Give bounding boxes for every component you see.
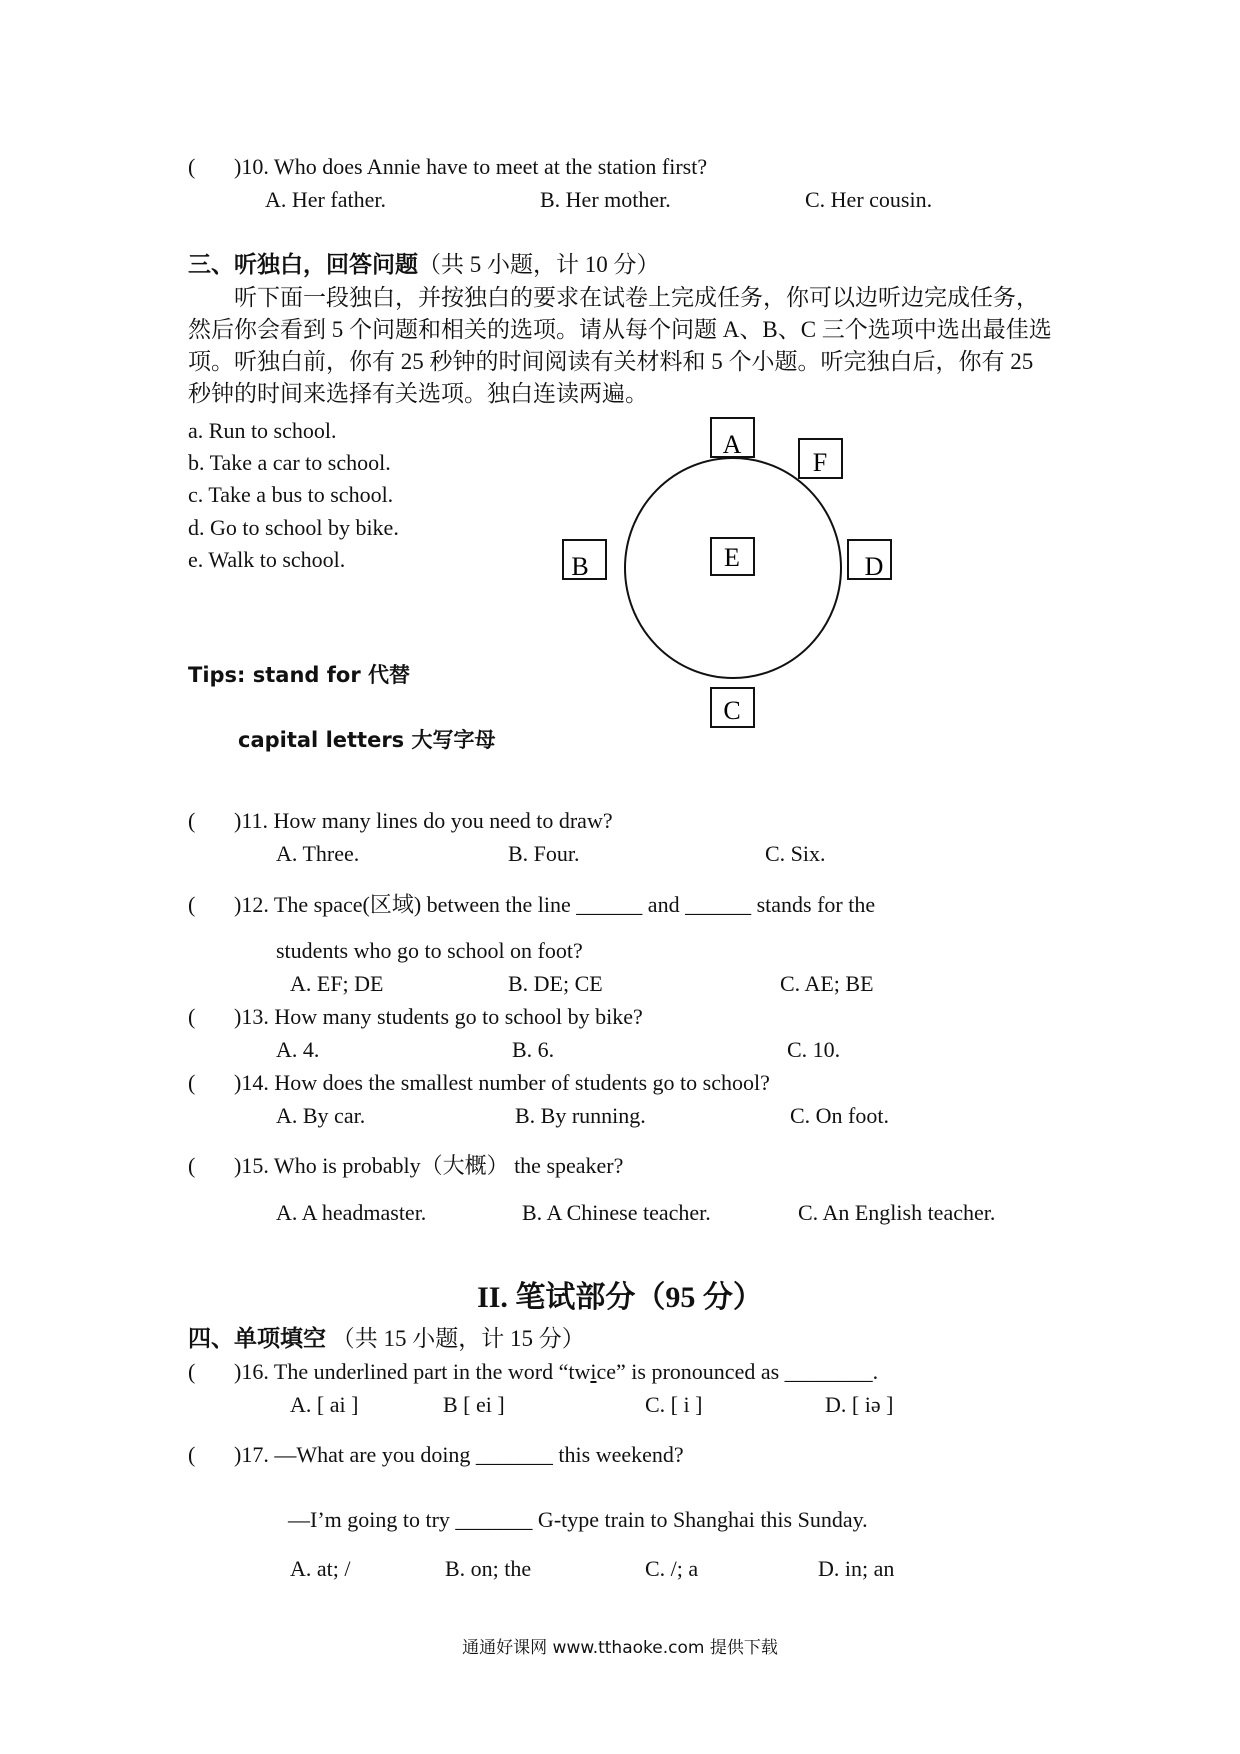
- q11-option-a[interactable]: A. Three.: [276, 841, 360, 866]
- section3-instructions: 听下面一段独白，并按独白的要求在试卷上完成任务，你可以边听边完成任务，然后你会看到 5 个问题和相关的选项。请从每个问题 A、B、C 三个选项中选出最佳选项。听独白前，你有 25 秒钟的时间阅读有关材料和 5 个小题。听完独白后，你有 25 秒钟的时间来选择有关选项。独白连读两遍。: [188, 285, 1052, 406]
- list-item-c: c. Take a bus to school.: [188, 482, 394, 507]
- section3-heading: [188, 251, 660, 279]
- q13-option-a[interactable]: A. 4.: [276, 1037, 320, 1062]
- box-b-label: B: [571, 552, 589, 581]
- q16-stem-post: ce” is pronounced as ________.: [596, 1359, 879, 1384]
- tips-line-2: capital letters 大写字母: [238, 728, 496, 752]
- q13-paren: (: [188, 1004, 196, 1029]
- box-f: [799, 439, 842, 478]
- q17-option-b[interactable]: B. on; the: [445, 1556, 532, 1581]
- box-d: [848, 540, 891, 581]
- q10-option-a[interactable]: A. Her father.: [265, 187, 386, 212]
- q14-option-c[interactable]: C. On foot.: [790, 1103, 889, 1128]
- box-b: [563, 540, 606, 581]
- q10-stem: )10. Who does Annie have to meet at the station first?: [234, 154, 708, 179]
- q12-stem-line-1: )12. The space(区域) between the line ______ and ______ stands for the: [234, 892, 876, 917]
- circle-diagram: [558, 415, 918, 735]
- q14-option-a[interactable]: A. By car.: [276, 1103, 366, 1128]
- q15-option-b[interactable]: B. A Chinese teacher.: [522, 1200, 711, 1225]
- tips-line-1: Tips: stand for 代替: [188, 663, 410, 687]
- q16-option-b[interactable]: B [ ei ]: [443, 1392, 505, 1417]
- q13-option-b[interactable]: B. 6.: [512, 1037, 555, 1062]
- q14-option-b[interactable]: B. By running.: [515, 1103, 646, 1128]
- q12-option-b[interactable]: B. DE; CE: [508, 971, 603, 996]
- box-f-label: F: [812, 448, 828, 477]
- q11-option-c[interactable]: C. Six.: [765, 841, 826, 866]
- box-d-label: D: [864, 552, 884, 581]
- q11-paren: (: [188, 808, 196, 833]
- q16-stem: [234, 1358, 878, 1386]
- q10-option-c[interactable]: C. Her cousin.: [805, 187, 933, 212]
- q17-stem-line-2: —I’m going to try _______ G-type train to Shanghai this Sunday.: [288, 1507, 868, 1532]
- q16-option-a[interactable]: A. [ ai ]: [290, 1392, 359, 1417]
- q12-option-c[interactable]: C. AE; BE: [780, 971, 874, 996]
- q10-option-b[interactable]: B. Her mother.: [540, 187, 671, 212]
- list-item-b: b. Take a car to school.: [188, 450, 391, 475]
- q16-option-c[interactable]: C. [ i ]: [645, 1392, 703, 1417]
- q17-option-a[interactable]: A. at; /: [290, 1556, 351, 1581]
- q12-option-a[interactable]: A. EF; DE: [290, 971, 384, 996]
- section4-heading: [188, 1325, 585, 1353]
- q12-paren: (: [188, 892, 196, 917]
- q10-paren: (: [188, 154, 196, 179]
- box-e-label: E: [724, 543, 740, 572]
- page-footer: 通通好课网 www.tthaoke.com 提供下载: [462, 1638, 778, 1658]
- list-item-a: a. Run to school.: [188, 418, 337, 443]
- section4-heading-note: （共 15 小题，计 15 分）: [331, 1326, 585, 1351]
- q17-option-c[interactable]: C. /; a: [645, 1556, 699, 1581]
- q15-stem: )15. Who is probably（大概） the speaker?: [234, 1153, 624, 1178]
- q11-option-b[interactable]: B. Four.: [508, 841, 580, 866]
- list-item-d: d. Go to school by bike.: [188, 515, 399, 540]
- list-item-e: e. Walk to school.: [188, 547, 346, 572]
- box-e: [711, 538, 754, 575]
- q16-stem-pre: )16. The underlined part in the word “tw: [234, 1359, 591, 1384]
- box-c-label: C: [723, 696, 741, 725]
- q13-option-c[interactable]: C. 10.: [787, 1037, 841, 1062]
- q16-paren: (: [188, 1359, 196, 1384]
- q17-paren: (: [188, 1442, 196, 1467]
- box-a-label: A: [722, 430, 742, 459]
- box-a: [711, 418, 754, 459]
- q16-stem-underlined: i: [590, 1359, 597, 1384]
- section3-heading-note: （共 5 小题，计 10 分）: [418, 252, 660, 277]
- section4-heading-title: 四、单项填空: [188, 1326, 326, 1352]
- q11-stem: )11. How many lines do you need to draw?: [234, 808, 613, 833]
- q14-paren: (: [188, 1070, 196, 1095]
- q15-option-a[interactable]: A. A headmaster.: [276, 1200, 427, 1225]
- q15-paren: (: [188, 1153, 196, 1178]
- section3-heading-title: 三、听独白，回答问题: [188, 252, 418, 278]
- q15-option-c[interactable]: C. An English teacher.: [798, 1200, 996, 1225]
- q12-stem-line-2: students who go to school on foot?: [276, 938, 583, 963]
- q17-stem-line-1: )17. —What are you doing _______ this weekend?: [234, 1442, 684, 1467]
- q16-option-d[interactable]: D. [ iə ]: [825, 1392, 894, 1417]
- part2-title: II. 笔试部分（95 分）: [477, 1281, 763, 1314]
- q14-stem: )14. How does the smallest number of students go to school?: [234, 1070, 770, 1095]
- q13-stem: )13. How many students go to school by bike?: [234, 1004, 643, 1029]
- q17-option-d[interactable]: D. in; an: [818, 1556, 895, 1581]
- box-c: [711, 688, 754, 727]
